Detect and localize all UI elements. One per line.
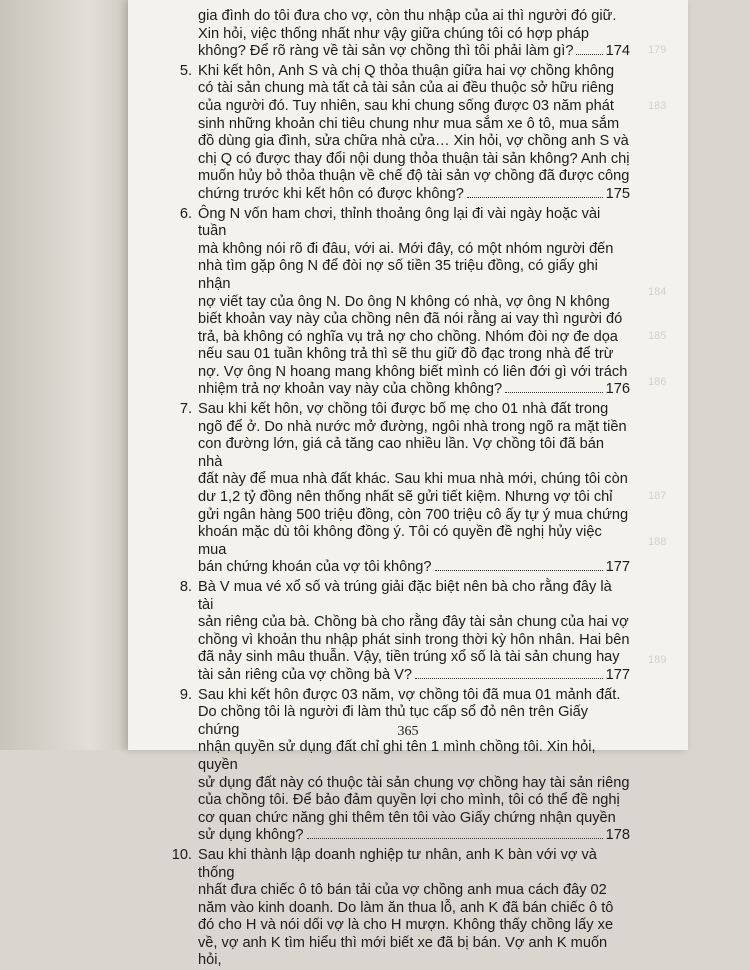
entry-last-line bbox=[198, 667, 630, 685]
entry-line: sử dụng không? bbox=[198, 827, 304, 844]
entry-number: 9. bbox=[179, 686, 192, 703]
entry-line: sinh những khoản chi tiêu chung như mua sắm xe ô tô, mua sắm bbox=[198, 115, 620, 132]
ghost-number: 184 bbox=[648, 286, 667, 298]
entry-line: trả, bà không có nghĩa vụ trả nợ cho chồng. Nhóm đòi nợ đe dọa bbox=[198, 328, 618, 345]
book-page bbox=[128, 0, 688, 969]
entry-line: cơ quan chức năng ghi thêm tên tôi vào Giấy chứng nhận quyền bbox=[198, 809, 616, 826]
entry-number: 10. bbox=[171, 846, 192, 863]
entry-line: Bà V mua vé xổ số và trúng giải đặc biệt nên bà cho rằng đây là tài bbox=[198, 579, 612, 613]
entry-line: mà không nói rõ đi đâu, với ai. Mới đây, có một nhóm người đến bbox=[198, 240, 614, 257]
ghost-number: 186 bbox=[648, 376, 667, 388]
entry-line: năm vào kinh doanh. Do làm ăn thua lỗ, anh K đã bán chiếc ô tô bbox=[198, 899, 614, 916]
entry-line: sử dụng đất này có thuộc tài sản chung vợ chồng hay tài sản riêng bbox=[198, 774, 630, 791]
entry-number: 8. bbox=[179, 579, 192, 595]
entry-line: đồ dùng gia đình, sửa chữa nhà cửa… Xin hỏi, vợ chồng anh S và bbox=[198, 133, 629, 150]
entry-line: khoán mặc dù tôi không đồng ý. Tôi có quyền đề nghị hủy việc mua bbox=[198, 524, 602, 558]
ghost-number: 183 bbox=[648, 100, 667, 112]
entry-line: Sau khi thành lập doanh nghiệp tư nhân, anh K bàn với vợ và thống bbox=[198, 846, 597, 881]
entry-last-line bbox=[198, 559, 630, 577]
dot-leader bbox=[415, 677, 603, 679]
entry-line: Khi kết hôn, Anh S và chị Q thỏa thuận giữa hai vợ chồng không bbox=[198, 62, 615, 79]
dot-leader bbox=[467, 196, 603, 198]
entry-line: bán chứng khoán của vợ tôi không? bbox=[198, 559, 432, 576]
entry-line: nợ viết tay của ông N. Do ông N không có nhà, vợ ông N không bbox=[198, 293, 610, 310]
entry-line: Ông N vốn ham chơi, thỉnh thoảng ông lại đi vài ngày hoặc vài tuần bbox=[198, 205, 601, 240]
entry-line: nợ. Vợ ông N hoang mang không biết mình có liên đới gì với trách bbox=[198, 363, 628, 380]
entry-line: Sau khi kết hôn, vợ chồng tôi được bố mẹ cho 01 nhà đất trong bbox=[198, 401, 609, 418]
page-reference: 178 bbox=[605, 827, 630, 844]
entry-line: chứng trước khi kết hôn có được không? bbox=[198, 185, 464, 202]
ghost-number: 187 bbox=[648, 490, 667, 502]
entry-line: có tài sản chung mà tất cả tài sản của ai đều thuộc sở hữu riêng bbox=[198, 80, 615, 97]
entry-last-line bbox=[198, 43, 630, 61]
ghost-number: 185 bbox=[648, 330, 667, 342]
entry-line: Do chồng tôi là người đi làm thủ tục cấp sổ đỏ nên trên Giấy chứng bbox=[198, 704, 589, 738]
page-reference: 177 bbox=[605, 666, 630, 683]
page-reference: 176 bbox=[605, 381, 630, 398]
entry-line: con đường lớn, giá cả tăng cao nhiều lần. Vợ chồng tôi đã bán nhà bbox=[198, 436, 605, 470]
entry-line: đất này để mua nhà đất khác. Sau khi mua nhà mới, chúng tôi còn bbox=[198, 471, 628, 488]
toc-entry-7 bbox=[179, 401, 630, 577]
entry-line: không? Để rõ ràng về tài sản vợ chồng thì tôi phải làm gì? bbox=[198, 43, 574, 60]
page-reference: 174 bbox=[605, 43, 630, 60]
entry-number: 7. bbox=[179, 401, 192, 418]
entry-line: sản riêng của bà. Chồng bà cho rằng đây tài sản chung của hai vợ bbox=[198, 614, 629, 631]
entry-last-line bbox=[198, 827, 630, 845]
dot-leader bbox=[435, 569, 603, 571]
entry-number: 5. bbox=[179, 62, 192, 79]
ghost-number: 179 bbox=[648, 44, 667, 56]
entry-last-line bbox=[198, 186, 630, 204]
entry-line: của chồng tôi. Để bảo đảm quyền lợi cho mình, tôi có thể đề nghị bbox=[198, 792, 620, 809]
toc-entry-10 bbox=[171, 846, 630, 970]
page-number: 365 bbox=[397, 724, 419, 739]
entry-line: đó cho H và nói dối vợ là cho H mượn. Không thấy chồng lấy xe bbox=[198, 917, 614, 934]
table-of-contents bbox=[171, 6, 630, 970]
entry-line: muốn hủy bỏ thỏa thuận về chế độ tài sản vợ chồng đã được công bbox=[198, 168, 630, 185]
page-reference: 177 bbox=[605, 559, 630, 576]
toc-entry-6 bbox=[179, 205, 630, 400]
entry-line: về, vợ anh K tìm hiểu thì mới biết xe đã bị bán. Vợ anh K muốn hỏi, bbox=[198, 934, 608, 969]
ghost-number: 188 bbox=[648, 536, 667, 548]
toc-entry-intro bbox=[198, 8, 630, 61]
dot-leader bbox=[307, 837, 603, 839]
entry-line: nhiệm trả nợ khoản vay này của chồng không? bbox=[198, 381, 503, 398]
entry-line: nhất đưa chiếc ô tô bán tải của vợ chồng anh mua cách đây 02 bbox=[198, 882, 607, 899]
entry-line: ngõ để ở. Do nhà nước mở đường, ngôi nhà trong ngõ ra mặt tiền bbox=[198, 418, 627, 435]
entry-line: chồng vì khoản thu nhập phát sinh trong thời kỳ hôn nhân. Hai bên bbox=[198, 631, 630, 648]
entry-line: chị Q có được thay đổi nội dung thỏa thuận tài sản không? Anh chị bbox=[198, 150, 630, 167]
entry-line: của người đó. Tuy nhiên, sau khi chung sống được 03 năm phát bbox=[198, 97, 614, 114]
entry-line: nhận quyền sử dụng đất chỉ ghi tên 1 mình chồng tôi. Xin hỏi, quyền bbox=[198, 739, 596, 773]
entry-line: gia đình do tôi đưa cho vợ, còn thu nhập của ai thì người đó giữ. bbox=[198, 8, 617, 24]
entry-line: nếu sau 01 tuần không trả thì sẽ thu giữ đồ đạc trong nhà để trừ bbox=[198, 346, 614, 363]
entry-line: tài sản riêng của vợ chồng bà V? bbox=[198, 666, 413, 683]
toc-entry-8 bbox=[179, 579, 630, 685]
toc-entry-5 bbox=[179, 62, 630, 204]
entry-number: 6. bbox=[179, 205, 192, 222]
entry-line: Sau khi kết hôn được 03 năm, vợ chồng tôi đã mua 01 mảnh đất. bbox=[198, 686, 621, 703]
dot-leader bbox=[576, 53, 602, 55]
toc-entry-9 bbox=[179, 686, 630, 845]
page-reference: 175 bbox=[605, 185, 630, 202]
entry-line: dư 1,2 tỷ đồng nên thống nhất sẽ gửi tiết kiệm. Nhưng vợ tôi chỉ bbox=[198, 489, 613, 506]
entry-last-line bbox=[198, 381, 630, 399]
ghost-number: 189 bbox=[648, 654, 667, 666]
adjacent-page-edge bbox=[0, 0, 128, 750]
entry-line: biết khoản vay này của chồng nên đã nói rằng ai vay thì người đó bbox=[198, 311, 623, 328]
entry-line: gửi ngân hàng 500 triệu đồng, còn 700 triệu cô ấy tự ý mua chứng bbox=[198, 506, 629, 523]
dot-leader bbox=[505, 391, 603, 393]
entry-line: nhà tìm gặp ông N để đòi nợ số tiền 35 triệu đồng, có giấy ghi nhận bbox=[198, 258, 598, 292]
entry-line: đã nảy sinh mâu thuẫn. Vậy, tiền trúng xổ số là tài sản chung hay bbox=[198, 649, 620, 666]
entry-line: Xin hỏi, việc thống nhất như vậy giữa chúng tôi có hợp pháp bbox=[198, 25, 589, 42]
